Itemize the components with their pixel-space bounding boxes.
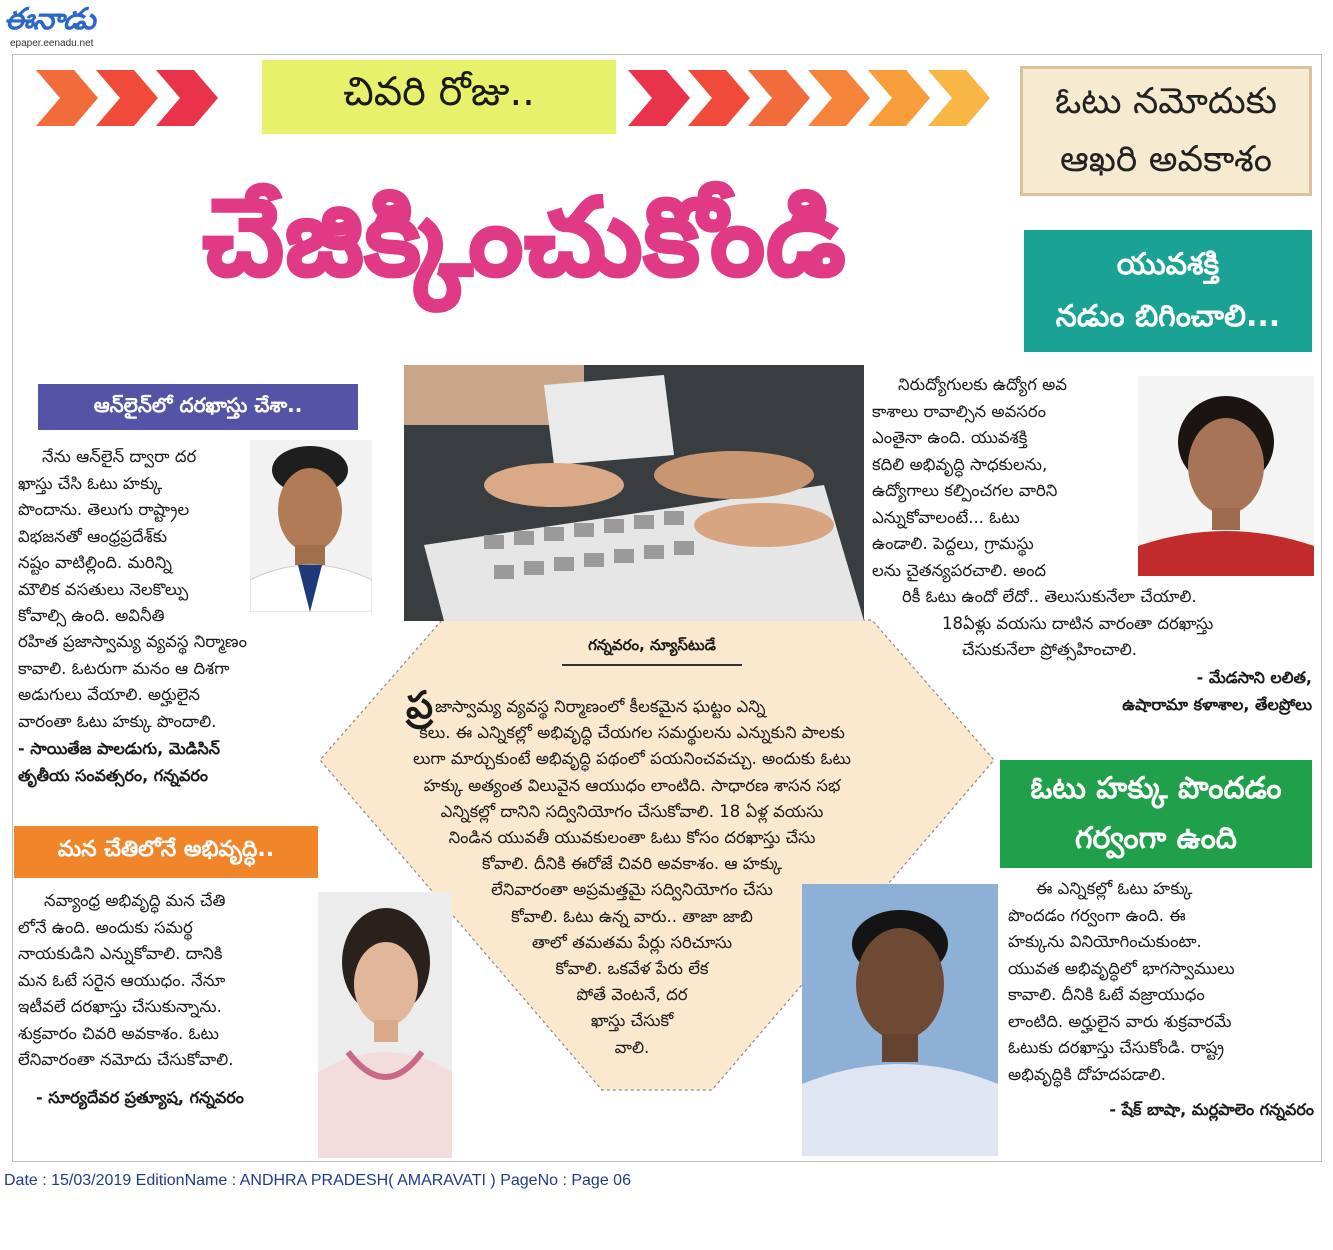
center-line-12: ఖాస్తు చేసుకో bbox=[590, 1011, 674, 1031]
pride-line-7: అభివృద్ధికి దోహదపడాలి. bbox=[1008, 1064, 1166, 1084]
development-heading: మన చేతిలోనే అభివృద్ధి.. bbox=[14, 826, 318, 878]
person-photo-icon bbox=[1138, 376, 1314, 576]
youth-article-bottom bbox=[872, 584, 1312, 718]
center-line-8: కోవాలి. ఓటు ఉన్న వారు.. తాజా జాబి bbox=[511, 906, 753, 926]
center-line-1: కలు. ఈ ఎన్నికల్లో అభివృద్ధి చేయగల సమర్థులను ఎన్నుకుని పాలకు bbox=[419, 723, 845, 743]
youth-line-2: ఎంతైనా ఉంది. యువశక్తి bbox=[872, 428, 1028, 447]
voter-list-photo-icon bbox=[404, 365, 864, 621]
pride-heading-line1: ఓటు హక్కు పొందడం bbox=[1030, 771, 1282, 806]
youth-line-0: నిరుద్యోగులకు ఉద్యోగ అవ bbox=[898, 375, 1068, 394]
main-headline: చేజిక్కించుకోండి bbox=[203, 176, 847, 299]
pride-heading-box bbox=[1000, 760, 1312, 868]
pride-article bbox=[1008, 876, 1314, 1123]
basha-photo bbox=[802, 884, 998, 1156]
online-article-bottom bbox=[18, 629, 318, 789]
center-line-5: నిండిన యువతీ యువకులంతా ఓటు కోసం దరఖాస్తు చేసు bbox=[448, 828, 816, 848]
pride-heading-line2: గర్వంగా ఉంది bbox=[1075, 821, 1237, 856]
dev-line-4: ఇటీవలే దరఖాస్తు చేసుకున్నాను. bbox=[18, 997, 222, 1016]
person-photo-icon bbox=[318, 892, 452, 1158]
dropcap: ప్ర bbox=[406, 683, 434, 727]
online-line-8: కావాలి. ఓటరుగా మనం ఆ దిశగా bbox=[18, 658, 230, 678]
online-line-0: నేను ఆన్‌లైన్‌ ద్వారా దర bbox=[42, 447, 197, 466]
pride-line-4: కావాలి. దీనికి ఓటే వజ్రాయుధం bbox=[1008, 985, 1205, 1004]
youth-line-8: రికీ ఓటు ఉందో లేదో.. తెలుసుకునేలా చేయాలి. bbox=[902, 587, 1197, 606]
youth-heading-line1: యువశక్తి bbox=[1116, 247, 1220, 282]
pratyusha-photo bbox=[318, 892, 452, 1158]
online-line-3: విభజనతో ఆంధ్రప్రదేశ్‌కు bbox=[18, 526, 168, 546]
dev-line-2: నాయకుడిని ఎన్నుకోవాలి. దానికి bbox=[18, 944, 223, 963]
pride-line-5: లాంటిది. అర్హులైన వారు శుక్రవారమే bbox=[1008, 1011, 1232, 1031]
center-line-4: ఎన్నికల్లో దానిని సద్వినియోగం చేసుకోవాలి. 18 ఏళ్ల వయసు bbox=[440, 801, 824, 821]
edition-footer: Date : 15/03/2019 EditionName : ANDHRA PRADESH( AMARAVATI ) PageNo : Page 06 bbox=[4, 1172, 631, 1189]
youth-line-1: కాశాలు రావాల్సిన అవసరం bbox=[872, 401, 1047, 421]
pride-line-0: ఈ ఎన్నికల్లో ఓటు హక్కు bbox=[1036, 879, 1193, 898]
online-line-9: అడుగులు వేయాలి. అర్హులైన bbox=[18, 685, 200, 704]
online-line-6: కోవాల్సి ఉంది. అవినీతి bbox=[18, 606, 165, 625]
online-signature-2: తృతీయ సంవత్సరం, గన్నవరం bbox=[18, 766, 209, 785]
youth-line-9: 18ఏళ్లు వయసు దాటిన వారంతా దరఖాస్తు bbox=[942, 613, 1214, 633]
development-article bbox=[18, 888, 294, 1111]
center-line-6: కోవాలి. దీనికి ఈరోజే చివరి అవకాశం. ఆ హక్కు bbox=[481, 854, 783, 874]
epaper-url: epaper.eenadu.net bbox=[10, 38, 94, 49]
dev-line-3: మన ఓటే సరైన ఆయుధం. నేనూ bbox=[18, 970, 226, 990]
kicker-text: చివరి రోజు.. bbox=[343, 69, 535, 115]
center-line-7: లేనివారంతా అప్రమత్తమై సద్వినియోగం చేసు bbox=[491, 880, 773, 900]
online-line-5: మౌలిక వసతులు నెలకొల్పు bbox=[18, 579, 189, 599]
side-note-line2: ఆఖరి అవకాశం bbox=[1060, 139, 1272, 180]
youth-heading-line2: నడుం బిగించాలి... bbox=[1055, 299, 1281, 334]
youth-signature-2: ఉషారామా కళాశాల, తేలప్రోలు bbox=[1122, 694, 1312, 714]
side-note-line1: ఓటు నమోదుకు bbox=[1054, 81, 1278, 122]
side-note-box bbox=[1020, 66, 1312, 196]
pride-signature: - షేక్‌ బాషా, మర్లపాలెం గన్నవరం bbox=[1109, 1100, 1314, 1119]
voter-list-photo bbox=[404, 365, 864, 621]
chevron-right-icon bbox=[628, 68, 998, 128]
online-line-7: రహిత ప్రజాస్వామ్య వ్యవస్థ నిర్మాణం bbox=[18, 632, 247, 651]
center-line-9: తాలో తమతమ పేర్లు సరిచూసు bbox=[531, 932, 733, 952]
pride-line-1: పొందడం గర్వంగా ఉంది. ఈ bbox=[1008, 905, 1186, 925]
center-line-0: ప్ర జాస్వామ్య వ్యవస్థ నిర్మాణంలో కీలకమైన ఘట్టం ఎన్ని bbox=[406, 683, 766, 727]
online-article-top bbox=[18, 444, 240, 630]
dev-signature: - సూర్యదేవర ప్రత్యూష, గన్నవరం bbox=[36, 1087, 244, 1107]
center-line-2: లుగా మార్చుకుంటే అభివృద్ధి పథంలో పయనించవచ్చు. అందుకు ఓటు bbox=[413, 749, 851, 769]
pride-line-2: హక్కును వినియోగించుకుంటా. bbox=[1008, 932, 1202, 951]
youth-line-6: ఉండాలి. పెద్దలు, గ్రామస్థు bbox=[872, 534, 1034, 553]
online-heading: ఆన్‌లైన్‌లో దరఖాస్తు చేశా.. bbox=[38, 384, 358, 430]
eenadu-logo: ఈనాడు bbox=[4, 2, 95, 37]
lalitha-photo bbox=[1138, 376, 1314, 576]
person-photo-icon bbox=[250, 440, 372, 612]
dev-line-1: లోనే ఉంది. అందుకు సమర్థ bbox=[18, 917, 193, 937]
center-line-3: హక్కు అత్యంత విలువైన ఆయుధం లాంటిది. సాధారణ శాసన సభ bbox=[423, 775, 841, 795]
youth-line-7: లను చైతన్యపరచాలి. అంద bbox=[872, 560, 1047, 580]
person-photo-icon bbox=[802, 884, 998, 1156]
online-signature-1: - సాయితేజ పాలడుగు, మెడిసిన్‌ bbox=[18, 739, 220, 758]
youth-heading-box bbox=[1024, 230, 1312, 352]
center-line-10: కోవాలి. ఒకవేళ పేరు లేక bbox=[555, 959, 709, 979]
dateline: గన్నవరం, న్యూస్‌టుడే bbox=[562, 636, 742, 666]
pride-line-6: ఓటుకు దరఖాస్తు చేసుకోండి. రాష్ట్ర bbox=[1008, 1038, 1224, 1057]
online-line-2: పొందాను. తెలుగు రాష్ట్రాల bbox=[18, 500, 190, 519]
youth-article-top bbox=[872, 372, 1122, 584]
kicker-box bbox=[262, 60, 616, 134]
youth-line-4: ఉద్యోగాలు కల్పించగల వారిని bbox=[872, 481, 1058, 500]
dev-line-0: నవ్యాంధ్ర అభివృద్ధి మన చేతి bbox=[44, 891, 226, 910]
center-line-11: పోతే వెంటనే, దర bbox=[576, 985, 688, 1005]
youth-line-10: చేసుకునేలా ప్రోత్సహించాలి. bbox=[962, 640, 1138, 659]
online-line-4: నష్టం వాటిల్లింది. మరిన్ని bbox=[18, 553, 172, 572]
youth-signature-1: - మేడసాని లలిత, bbox=[1196, 667, 1312, 687]
online-line-10: వారంతా ఓటు హక్కు పొందాలి. bbox=[18, 711, 217, 731]
pride-line-3: యువత అభివృద్ధిలో భాగస్వాములు bbox=[1008, 958, 1235, 978]
youth-line-3: కదిలి అభివృద్ధి సాధకులను, bbox=[872, 454, 1048, 474]
center-line-13: వాలి. bbox=[614, 1037, 650, 1057]
online-line-1: ఖాస్తు చేసి ఓటు హక్కు bbox=[18, 473, 163, 493]
dev-line-6: లేనివారంతా నమోదు చేసుకోవాలి. bbox=[18, 1050, 234, 1069]
youth-line-5: ఎన్నుకోవాలంటే... ఓటు bbox=[872, 507, 1020, 527]
chevron-left-icon bbox=[36, 68, 256, 128]
saiteja-photo bbox=[250, 440, 372, 612]
dev-line-5: శుక్రవారం చివరి అవకాశం. ఓటు bbox=[18, 1023, 219, 1043]
